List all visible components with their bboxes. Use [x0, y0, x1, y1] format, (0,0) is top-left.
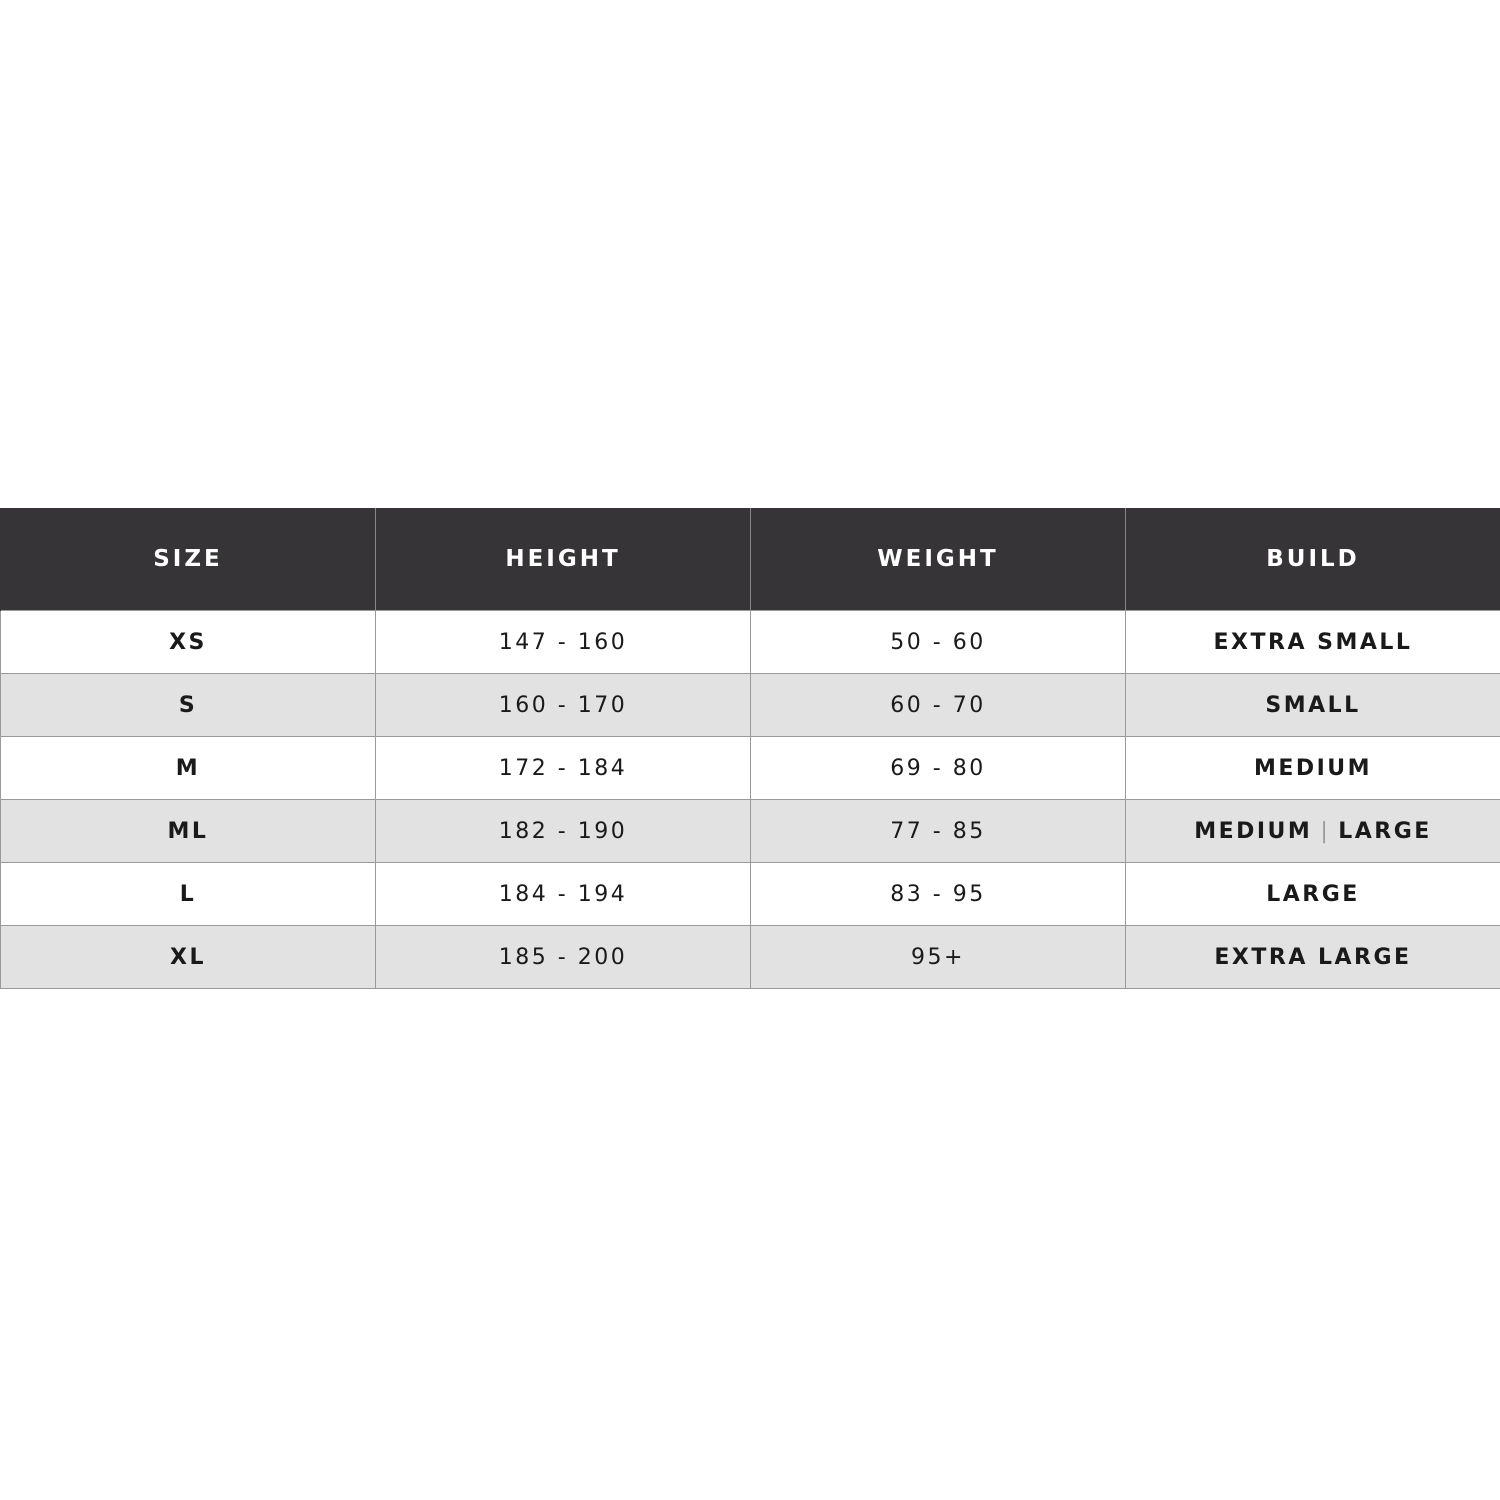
size-cell: M — [1, 737, 376, 800]
build-part-large: LARGE — [1338, 818, 1432, 844]
size-cell: XL — [1, 926, 376, 989]
table-row — [1, 800, 1500, 863]
build-cell: MEDIUM — [1126, 737, 1500, 800]
build-cell: EXTRA LARGE — [1126, 926, 1500, 989]
build-cell: EXTRA SMALL — [1126, 611, 1500, 674]
size-cell: XS — [1, 611, 376, 674]
weight-cell: 50 - 60 — [751, 611, 1126, 674]
header-build: BUILD — [1126, 508, 1500, 611]
weight-cell: 60 - 70 — [751, 674, 1126, 737]
table-row — [1, 674, 1500, 737]
build-part-medium: MEDIUM — [1194, 818, 1313, 844]
height-cell: 172 - 184 — [376, 737, 751, 800]
height-cell: 184 - 194 — [376, 863, 751, 926]
table-row — [1, 863, 1500, 926]
weight-cell: 77 - 85 — [751, 800, 1126, 863]
header-height: HEIGHT — [376, 508, 751, 611]
size-cell: ML — [1, 800, 376, 863]
weight-cell: 69 - 80 — [751, 737, 1126, 800]
table-row — [1, 611, 1500, 674]
header-size: SIZE — [1, 508, 376, 611]
weight-cell: 83 - 95 — [751, 863, 1126, 926]
build-separator: | — [1320, 818, 1331, 844]
build-cell — [1126, 800, 1500, 863]
header-row — [1, 508, 1500, 611]
build-cell: LARGE — [1126, 863, 1500, 926]
table-row — [1, 737, 1500, 800]
weight-cell: 95+ — [751, 926, 1126, 989]
height-cell: 185 - 200 — [376, 926, 751, 989]
size-cell: L — [1, 863, 376, 926]
build-cell: SMALL — [1126, 674, 1500, 737]
height-cell: 160 - 170 — [376, 674, 751, 737]
table-row — [1, 926, 1500, 989]
height-cell: 147 - 160 — [376, 611, 751, 674]
header-weight: WEIGHT — [751, 508, 1126, 611]
size-chart-table — [0, 508, 1500, 989]
size-cell: S — [1, 674, 376, 737]
height-cell: 182 - 190 — [376, 800, 751, 863]
